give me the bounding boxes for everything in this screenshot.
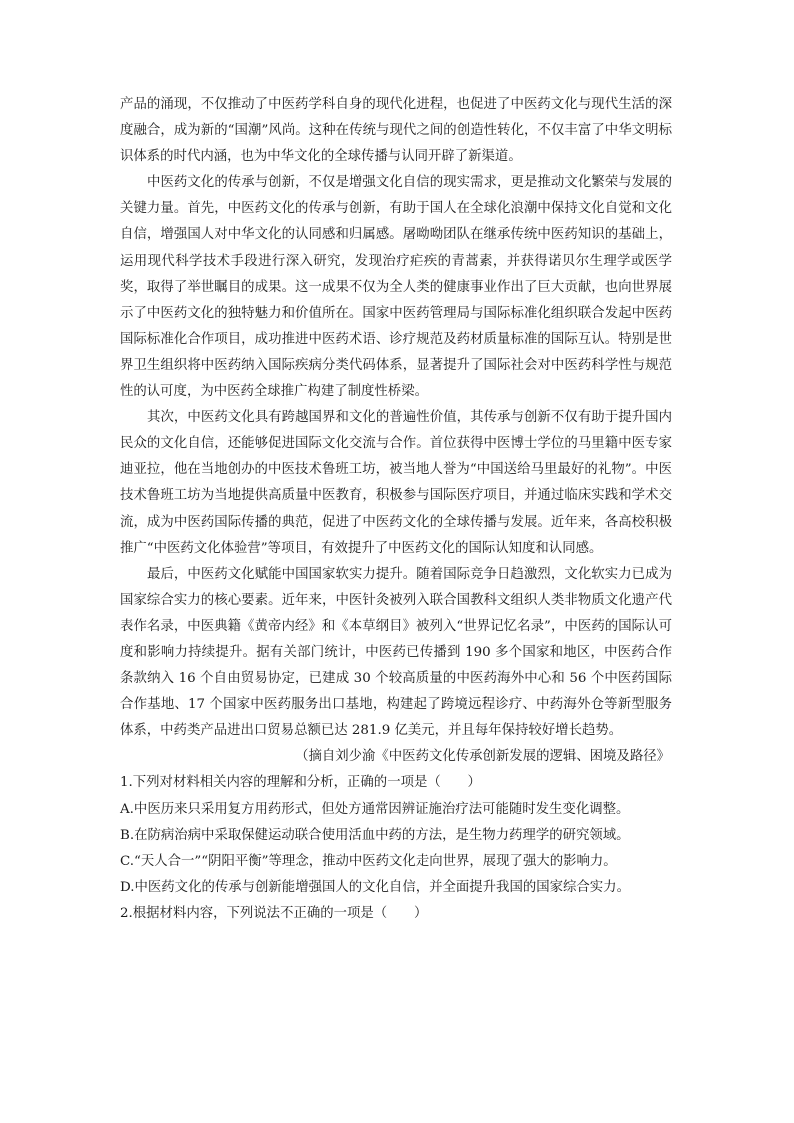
question-2 <box>120 901 672 927</box>
option-c[interactable]: C.“天人合一”“阴阳平衡”等理念，推动中医药文化走向世界，展现了强大的影响力。 <box>120 853 617 869</box>
passage-source: （摘自刘少渝《中医药文化传承创新发展的逻辑、困境及路径》 <box>295 749 670 765</box>
question-stem: 1.下列对材料相关内容的理解和分析，正确的一项是（ ） <box>120 775 481 791</box>
question-stem: 2.根据材料内容，下列说法不正确的一项是（ ） <box>120 905 428 921</box>
option-b[interactable]: B.在防病治病中采取保健运动联合使用活血中药的方法，是生物力药理学的研究领域。 <box>120 827 630 843</box>
passage-paragraph-4: 最后，中医药文化赋能中国国家软实力提升。随着国际竞争日趋激烈，文化软实力已成为国家综合实力的核心要素。近年来，中医针灸被列入联合国教科文组织人类非物质文化遗产代表作名录，中医典籍《黄帝内经》和《本草纲目》被列入“世界记忆名录”，中医药的国际认可度和影响力持续提升。据有关部门统计，中医药已传播到 190 多个国家和地区，中医药合作条款纳入 16 个自由贸易协定，已建成 30 个较高质量的中医药海外中心和 56 个中医药国际合作基地、17 个国家中医药服务出口基地，构建起了跨境远程诊疗、中药海外仓等新型服务体系，中药类产品进出口贸易总额已达 281.9 亿美元，并且每年保持较好增长趋势。 <box>120 566 672 739</box>
passage-paragraph-3: 其次，中医药文化具有跨越国界和文化的普遍性价值，其传承与创新不仅有助于提升国内民众的文化自信，还能够促进国际文化交流与合作。首位获得中医博士学位的马里籍中医专家迪亚拉，他在当地创办的中医技术鲁班工坊，被当地人誉为“中国送给马里最好的礼物”。中医技术鲁班工坊为当地提供高质量中医教育，积极参与国际医疗项目，并通过临床实践和学术交流，成为中医药国际传播的典范，促进了中医药文化的全球传播与发展。近年来，各高校积极推广“中医药文化体验营”等项目，有效提升了中医药文化的国际认知度和认同感。 <box>120 410 672 556</box>
document-page <box>120 92 672 927</box>
option-a[interactable]: A.中医历来只采用复方用药形式，但处方通常因辨证施治疗法可能随时发生变化调整。 <box>120 801 630 817</box>
option-d[interactable]: D.中医药文化的传承与创新能增强国人的文化自信，并全面提升我国的国家综合实力。 <box>120 879 630 895</box>
passage-paragraph-2: 中医药文化的传承与创新，不仅是增强文化自信的现实需求，更是推动文化繁荣与发展的关键力量。首先，中医药文化的传承与创新，有助于国人在全球化浪潮中保持文化自觉和文化自信，增强国人对中华文化的认同感和归属感。屠呦呦团队在继承传统中医药知识的基础上，运用现代科学技术手段进行深入研究，发现治疗疟疾的青蒿素，并获得诺贝尔生理学或医学奖，取得了举世瞩目的成果。这一成果不仅为全人类的健康事业作出了巨大贡献，也向世界展示了中医药文化的独特魅力和价值所在。国家中医药管理局与国际标准化组织联合发起中医药国际标准化合作项目，成功推进中医药术语、诊疗规范及药材质量标准的国际互认。特别是世界卫生组织将中医药纳入国际疾病分类代码体系，显著提升了国际社会对中医药科学性与规范性的认可度，为中医药全球推广构建了制度性桥梁。 <box>120 175 672 400</box>
question-1 <box>120 770 672 900</box>
passage-paragraph-1: 产品的涌现，不仅推动了中医药学科自身的现代化进程，也促进了中医药文化与现代生活的深度融合，成为新的“国潮”风尚。这种在传统与现代之间的创造性转化，不仅丰富了中华文明标识体系的时代内涵，也为中华文化的全球传播与认同开辟了新渠道。 <box>120 97 672 165</box>
